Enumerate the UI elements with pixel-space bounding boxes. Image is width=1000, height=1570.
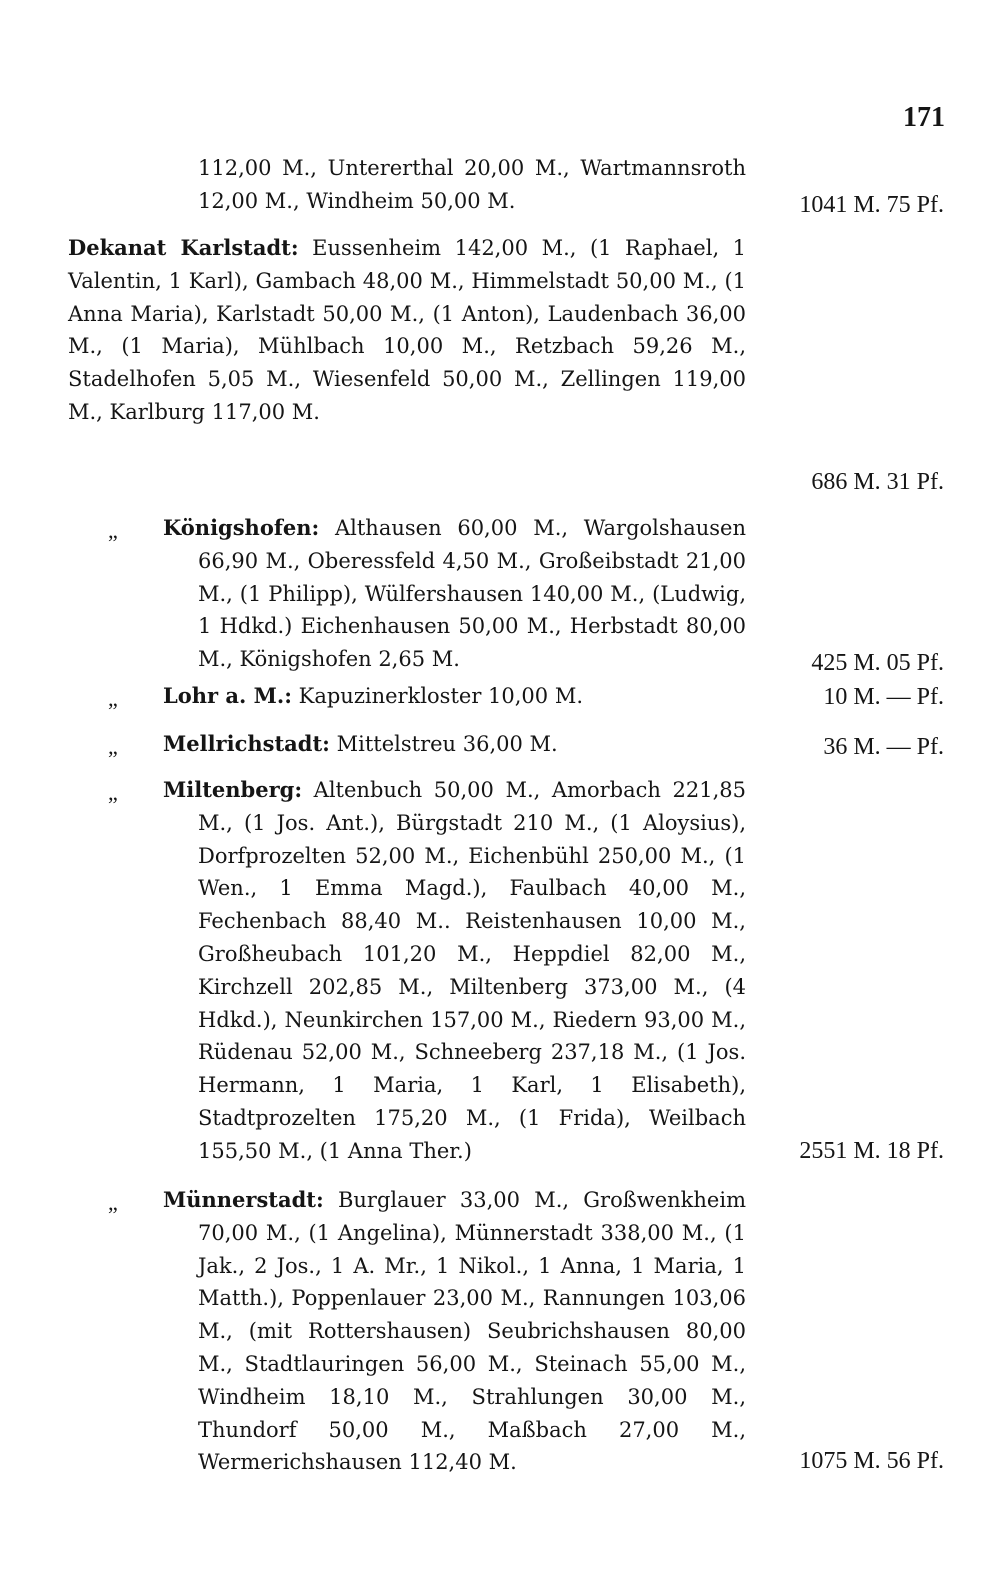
entry-body: Kapuzinerkloster 10,00 M. <box>298 684 584 708</box>
entry-body: Mittelstreu 36,00 M. <box>336 732 558 756</box>
entry-amount: 2551 M. 18 Pf. <box>799 1138 944 1164</box>
entry-text <box>198 152 746 218</box>
entry-deanery: Mellrichstadt: <box>163 731 330 756</box>
ditto-mark: „ <box>108 734 118 759</box>
entry-text <box>163 1184 746 1479</box>
entry-deanery: Lohr a. M.: <box>163 683 292 708</box>
entry-text <box>163 512 746 676</box>
entry-text <box>163 728 746 761</box>
ditto-mark: „ <box>108 686 118 711</box>
entry-amount: 686 M. 31 Pf. <box>811 469 944 495</box>
entry-body: 112,00 M., Untererthal 20,00 M., Wartmannsroth 12,00 M., Windheim 50,00 M. <box>198 156 746 213</box>
entry-deanery: Miltenberg: <box>163 777 303 802</box>
entry-text <box>163 680 746 713</box>
entry-amount: 36 M. — Pf. <box>823 734 944 760</box>
entry-text <box>68 232 746 429</box>
entry-amount: 10 M. — Pf. <box>823 684 944 710</box>
ditto-mark: „ <box>108 1190 118 1215</box>
entry-deanery: Dekanat Karlstadt: <box>68 235 299 260</box>
entry-deanery: Königshofen: <box>163 515 320 540</box>
entry-body: Burglauer 33,00 M., Großwenkheim 70,00 M., (1 Angelina), Münnerstadt 338,00 M., (1 Jak., 2 Jos., 1 A. Mr., 1 Nikol., 1 Anna, 1 Maria, 1 Matth.), Poppenlauer 23,00 M., Rannungen 103,06 M., (mit Rottershausen) Seubrichshausen 80,00 M., Stadtlauringen 56,00 M., Steinach 55,00 M., Windheim 18,10 M., Strahlungen 30,00 M., Thundorf 50,00 M., Maßbach 27,00 M., Wermerichshausen 112,40 M. <box>198 1188 746 1475</box>
entry-amount: 425 M. 05 Pf. <box>811 650 944 676</box>
list-item <box>0 1184 1000 1494</box>
entry-amount: 1041 M. 75 Pf. <box>799 192 944 218</box>
ditto-mark: „ <box>108 518 118 543</box>
entry-body: Althausen 60,00 M., Wargolshausen 66,90 M., Oberessfeld 4,50 M., Großeibstadt 21,00 M., (1 Philipp), Wülfershausen 140,00 M., (Ludwig, 1 Hdkd.) Eichenhausen 50,00 M., Herbstadt 80,00 M., Königshofen 2,65 M. <box>198 516 746 672</box>
list-item <box>0 152 1000 224</box>
list-item <box>0 232 1000 502</box>
entry-text <box>163 774 746 1168</box>
ditto-mark: „ <box>108 780 118 805</box>
entry-body: Eussenheim 142,00 M., (1 Raphael, 1 Valentin, 1 Karl), Gambach 48,00 M., Himmelstadt 50,00 M., (1 Anna Maria), Karlstadt 50,00 M., (1 Anton), Laudenbach 36,00 M., (1 Maria), Mühlbach 10,00 M., Retzbach 59,26 M., Stadelhofen 5,05 M., Wiesenfeld 50,00 M., Zellingen 119,00 M., Karlburg 117,00 M. <box>68 236 747 424</box>
list-item <box>0 512 1000 682</box>
entry-deanery: Münnerstadt: <box>163 1187 324 1212</box>
list-item <box>0 728 1000 768</box>
list-item <box>0 774 1000 1174</box>
entry-amount: 1075 M. 56 Pf. <box>799 1448 944 1474</box>
page-number: 171 <box>903 102 945 133</box>
list-item <box>0 680 1000 720</box>
entry-body: Altenbuch 50,00 M., Amorbach 221,85 M., (1 Jos. Ant.), Bürgstadt 210 M., (1 Aloysius), Dorfprozelten 52,00 M., Eichenbühl 250,00 M., (1 Wen., 1 Emma Magd.), Faulbach 40,00 M., Fechenbach 88,40 M.. Reistenhausen 10,00 M., Großheubach 101,20 M., Heppdiel 82,00 M., Kirchzell 202,85 M., Miltenberg 373,00 M., (4 Hdkd.), Neunkirchen 157,00 M., Riedern 93,00 M., Rüdenau 52,00 M., Schneeberg 237,18 M., (1 Jos. Hermann, 1 Maria, 1 Karl, 1 Elisabeth), Stadtprozelten 175,20 M., (1 Frida), Weilbach 155,50 M., (1 Anna Ther.) <box>198 778 746 1163</box>
